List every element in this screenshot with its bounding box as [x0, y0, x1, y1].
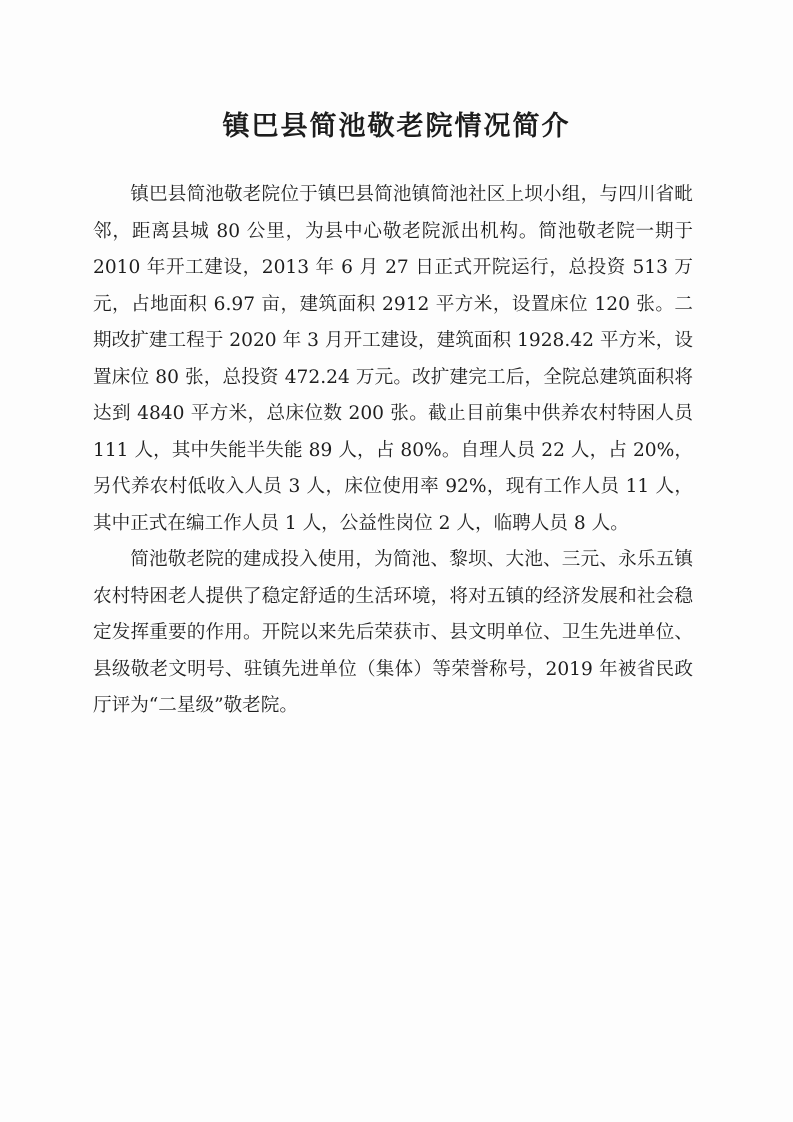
document-title: 镇巴县简池敬老院情况简介	[222, 111, 571, 142]
paragraph-significance: 简池敬老院的建成投入使用，为简池、黎坝、大池、三元、永乐五镇农村特困老人提供了稳定舒适的生活环境，将对五镇的经济发展和社会稳定发挥重要的作用。开院以来先后荣获市、县文明单位、卫生先进单位、县级敬老文明号、驻镇先进单位（集体）等荣誉称号，2019 年被省民政厅评为“二星级”敬老院。	[93, 549, 693, 716]
paragraph-overview: 镇巴县简池敬老院位于镇巴县简池镇简池社区上坝小组，与四川省毗邻，距离县城 80 公里，为县中心敬老院派出机构。简池敬老院一期于 2010 年开工建设，2013 年 6 月 27 日正式开院运行，总投资 513 万元，占地面积 6.97 亩，建筑面积 2912 平方米，设置床位 120 张。二期改扩建工程于 2020 年 3 月开工建设，建筑面积 1928.42 平方米，设置床位 80 张，总投资 472.24 万元。改扩建完工后，全院总建筑面积将达到 4840 平方米，总床位数 200 张。截止目前集中供养农村特困人员 111 人，其中失能半失能 89 人，占 80%。自理人员 22 人，占 20%，另代养农村低收入人员 3 人，床位使用率 92%，现有工作人员 11 人，其中正式在编工作人员 1 人，公益性岗位 2 人，临聘人员 8 人。	[93, 184, 693, 534]
document-body	[93, 177, 693, 725]
